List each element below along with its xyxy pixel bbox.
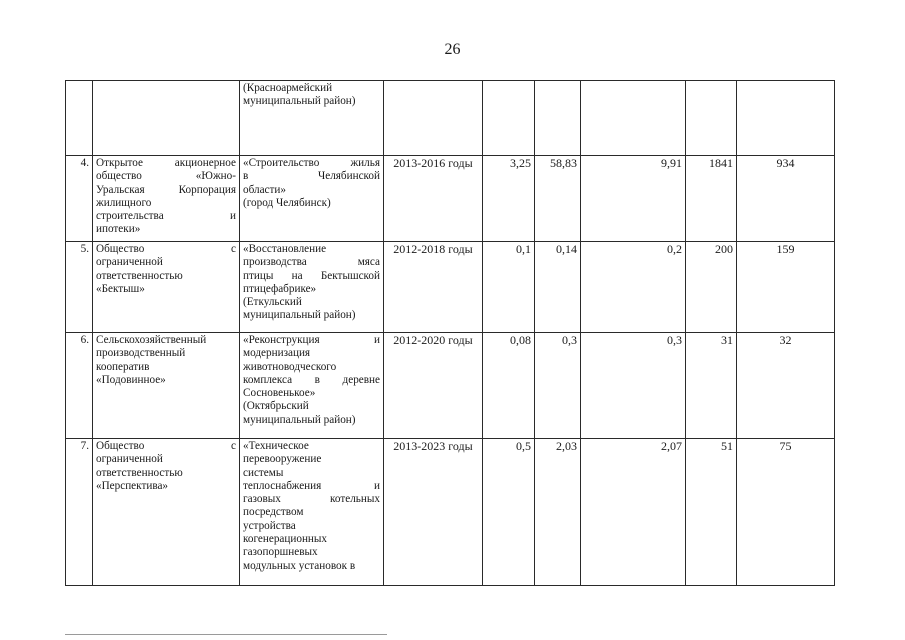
- organization-line: ответственностью: [96, 269, 183, 282]
- value-cell-5: 159: [737, 242, 835, 333]
- project-line: модульных установок в: [243, 559, 356, 572]
- project-line: муниципальный район): [243, 95, 356, 108]
- organization-line: Сельскохозяйственный: [96, 334, 207, 346]
- project-line: перевооружение: [243, 453, 322, 466]
- row-number-cell: 4.: [66, 156, 93, 242]
- organization-line: Общество с: [96, 440, 236, 452]
- projects-table: [65, 80, 835, 586]
- value-cell-3: [581, 81, 686, 156]
- project-line: птицы на Бектышской: [243, 269, 380, 282]
- organization-cell: [93, 156, 240, 242]
- organization-line: «Бектыш»: [96, 282, 145, 295]
- organization-line: Общество с: [96, 243, 236, 255]
- footnote-rule: [65, 634, 387, 635]
- organization-line: ипотеки»: [96, 223, 141, 236]
- project-line: «Восстановление: [243, 243, 327, 255]
- project-line: производства мяса: [243, 256, 380, 269]
- project-line: газовых котельных: [243, 493, 380, 506]
- value-cell-5: [737, 81, 835, 156]
- organization-line: «Перспектива»: [96, 479, 169, 492]
- organization-line: общество «Южно-: [96, 170, 236, 183]
- value-cell-2: 0,3: [535, 333, 581, 439]
- organization-line: ограниченной: [96, 453, 163, 466]
- project-cell: [240, 439, 384, 586]
- value-cell-3: 2,07: [581, 439, 686, 586]
- value-cell-1: 3,25: [483, 156, 535, 242]
- organization-line: жилищного: [96, 196, 152, 209]
- project-line: муниципальный район): [243, 413, 356, 426]
- project-cell: [240, 333, 384, 439]
- project-line: устройства: [243, 519, 296, 532]
- value-cell-2: [535, 81, 581, 156]
- value-cell-4: 51: [686, 439, 737, 586]
- organization-line: Уральская Корпорация: [96, 183, 236, 196]
- project-line: теплоснабжения и: [243, 479, 380, 492]
- project-line: в Челябинской: [243, 170, 380, 183]
- project-line: (Еткульский: [243, 296, 302, 309]
- row-number-cell: [66, 81, 93, 156]
- value-cell-2: 2,03: [535, 439, 581, 586]
- organization-line: кооператив: [96, 360, 150, 373]
- organization-cell: [93, 242, 240, 333]
- value-cell-5: 934: [737, 156, 835, 242]
- period-cell: 2013-2023 годы: [384, 439, 483, 586]
- project-cell: [240, 242, 384, 333]
- project-line: «Строительство жилья: [243, 157, 380, 169]
- row-number-cell: 7.: [66, 439, 93, 586]
- row-number-cell: 5.: [66, 242, 93, 333]
- project-line: системы: [243, 466, 284, 479]
- table-row: [66, 81, 835, 156]
- project-line: (Октябрьский: [243, 400, 309, 413]
- value-cell-3: 0,2: [581, 242, 686, 333]
- period-cell: [384, 81, 483, 156]
- value-cell-4: 1841: [686, 156, 737, 242]
- project-line: «Реконструкция и: [243, 334, 380, 346]
- value-cell-5: 75: [737, 439, 835, 586]
- project-line: «Техническое: [243, 440, 309, 452]
- row-number-cell: 6.: [66, 333, 93, 439]
- project-line: муниципальный район): [243, 309, 356, 322]
- organization-cell: [93, 333, 240, 439]
- table-row: [66, 333, 835, 439]
- table-row: [66, 439, 835, 586]
- value-cell-1: 0,1: [483, 242, 535, 333]
- value-cell-1: [483, 81, 535, 156]
- value-cell-1: 0,08: [483, 333, 535, 439]
- page-number: 26: [444, 41, 461, 58]
- value-cell-5: 32: [737, 333, 835, 439]
- project-line: посредством: [243, 506, 304, 519]
- organization-line: строительства и: [96, 210, 236, 223]
- value-cell-2: 58,83: [535, 156, 581, 242]
- organization-line: «Подовинное»: [96, 373, 166, 386]
- project-line: когенерационных: [243, 533, 328, 546]
- value-cell-1: 0,5: [483, 439, 535, 586]
- project-line: газопоршневых: [243, 546, 318, 559]
- project-line: (город Челябинск): [243, 196, 331, 209]
- project-line: модернизация: [243, 347, 311, 360]
- project-line: Сосновенькое»: [243, 387, 316, 400]
- project-line: птицефабрике»: [243, 282, 317, 295]
- value-cell-4: 31: [686, 333, 737, 439]
- organization-line: производственный: [96, 347, 186, 360]
- table-row: [66, 156, 835, 242]
- organization-cell: [93, 439, 240, 586]
- organization-line: ограниченной: [96, 256, 163, 269]
- project-line: области»: [243, 183, 286, 196]
- table-row: [66, 242, 835, 333]
- value-cell-2: 0,14: [535, 242, 581, 333]
- organization-line: ответственностью: [96, 466, 183, 479]
- project-line: животноводческого: [243, 360, 337, 373]
- period-cell: 2012-2018 годы: [384, 242, 483, 333]
- project-cell: [240, 156, 384, 242]
- project-cell: [240, 81, 384, 156]
- value-cell-3: 9,91: [581, 156, 686, 242]
- project-line: комплекса в деревне: [243, 373, 380, 386]
- value-cell-4: [686, 81, 737, 156]
- organization-cell: [93, 81, 240, 156]
- period-cell: 2013-2016 годы: [384, 156, 483, 242]
- period-cell: 2012-2020 годы: [384, 333, 483, 439]
- organization-line: Открытое акционерное: [96, 157, 236, 169]
- project-line: (Красноармейский: [243, 82, 333, 94]
- value-cell-4: 200: [686, 242, 737, 333]
- value-cell-3: 0,3: [581, 333, 686, 439]
